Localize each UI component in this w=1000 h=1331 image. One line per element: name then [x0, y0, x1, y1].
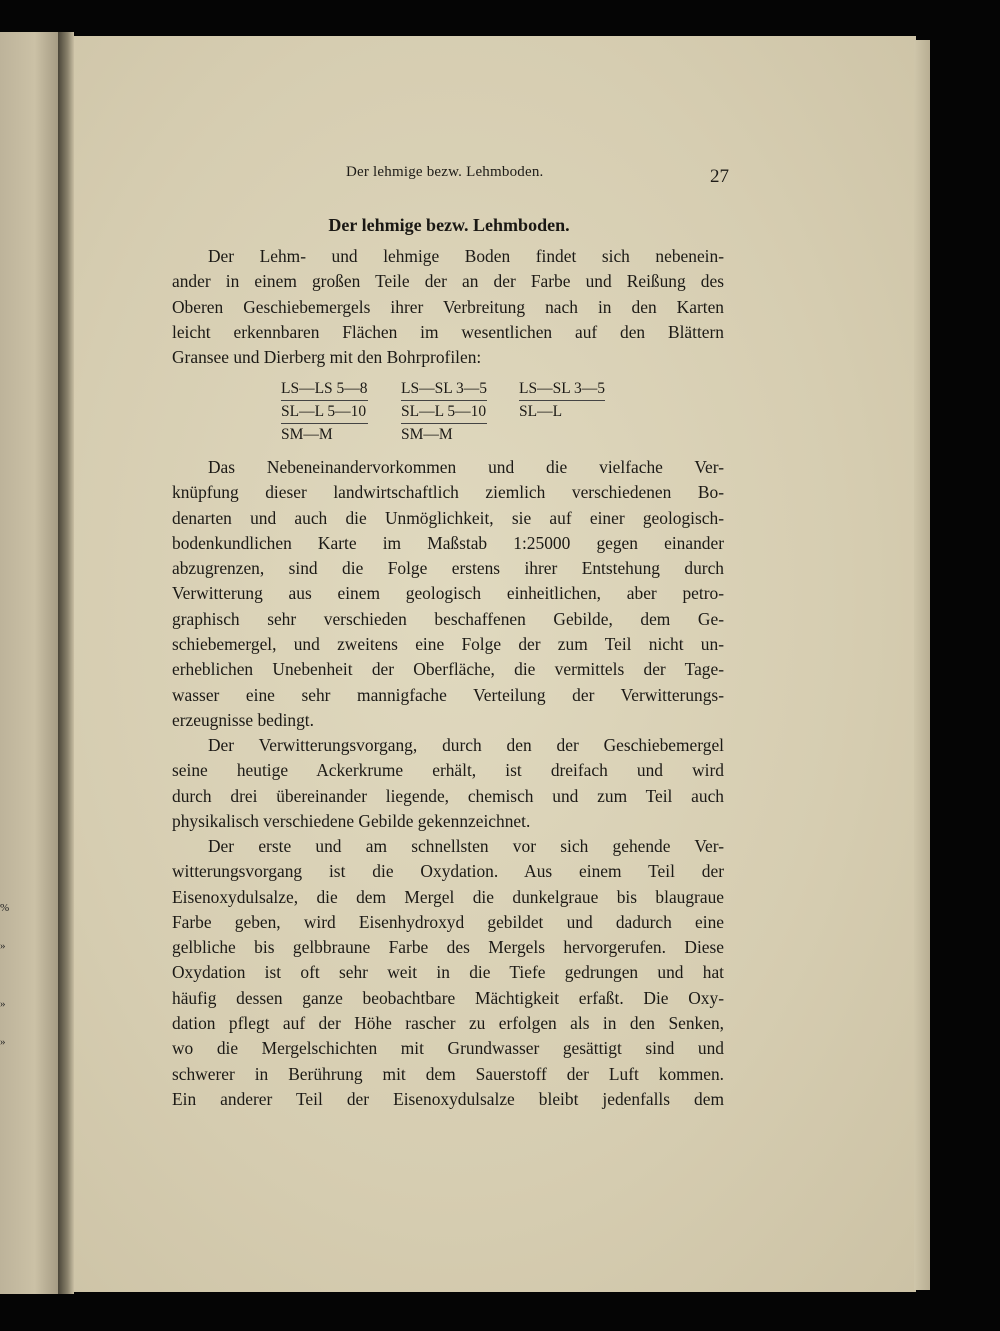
text-line: gelbliche bis gelbbraune Farbe des Mergels hervorgerufen. Diese [172, 937, 724, 958]
book-gutter [58, 32, 74, 1294]
text-line: dation pflegt auf der Höhe rascher zu erfolgen als in den Senken, [172, 1013, 724, 1034]
text-line: Oxydation ist oft sehr weit in die Tiefe gedrungen und hat [172, 962, 724, 983]
text-line: abzugrenzen, sind die Folge erstens ihrer Entstehung durch [172, 558, 724, 579]
profile-column-1 [281, 378, 368, 446]
text-line: knüpfung dieser landwirtschaftlich ziemlich verschiedenen Bo- [172, 482, 724, 503]
profile-column-2 [401, 378, 487, 446]
text-line: physikalisch verschiedene Gebilde gekennzeichnet. [172, 810, 531, 831]
text-line: Gransee und Dierberg mit den Bohrprofilen: [172, 347, 482, 368]
text-line: leicht erkennbaren Flächen im wesentlichen auf den Blättern [172, 321, 724, 342]
running-head: Der lehmige bezw. Lehmboden. [346, 164, 544, 180]
text-line: Der erste und am schnellsten vor sich gehende Ver- [208, 836, 724, 856]
text-line: erzeugnisse bedingt. [172, 709, 314, 730]
profile-entry: SL—L [519, 403, 563, 420]
profile-column-3 [519, 378, 605, 423]
text-line: Verwitterung aus einem geologisch einheitlichen, aber petro- [172, 583, 724, 604]
text-line: bodenkundlichen Karte im Maßstab 1:25000 gegen einander [172, 532, 724, 553]
text-line: graphisch sehr verschieden beschaffenen Gebilde, dem Ge- [172, 608, 724, 629]
text-line: Der Verwitterungsvorgang, durch den der Geschiebemergel [208, 735, 724, 755]
section-title: Der lehmige bezw. Lehmboden. [328, 215, 570, 235]
profile-entry: LS—LS 5—8 [281, 378, 368, 401]
margin-mark: » [0, 998, 6, 1010]
page-number: 27 [710, 166, 729, 187]
profile-entry: SL—L 5—10 [401, 401, 487, 424]
profile-entry: SM—M [401, 426, 453, 443]
profile-entry: LS—SL 3—5 [401, 378, 487, 401]
text-line: denarten und auch die Unmöglichkeit, sie auf einer geologisch- [172, 507, 724, 528]
margin-mark: » [0, 1036, 6, 1048]
margin-mark: » [0, 940, 6, 952]
text-line: Ein anderer Teil der Eisenoxydulsalze bleibt jedenfalls dem [172, 1088, 724, 1109]
text-line: Eisenoxydulsalze, die dem Mergel die dunkelgraue bis blaugraue [172, 886, 724, 907]
facing-page-edge [0, 32, 58, 1294]
text-line: durch drei übereinander liegende, chemisch und zum Teil auch [172, 785, 724, 806]
text-line: wasser eine sehr mannigfache Verteilung der Verwitterungs- [172, 684, 724, 705]
text-line: erheblichen Unebenheit der Oberfläche, die vermittels der Tage- [172, 659, 724, 680]
paragraph-4 [172, 834, 724, 1112]
text-line: wo die Mergelschichten mit Grundwasser gesättigt sind und [172, 1038, 724, 1059]
text-line: seine heutige Ackerkrume erhält, ist dreifach und wird [172, 760, 724, 781]
text-line: schiebemergel, und zweitens eine Folge der zum Teil nicht un- [172, 634, 724, 655]
text-line: Das Nebeneinandervorkommen und die vielfache Ver- [208, 457, 724, 477]
text-line: ander in einem großen Teile der an der Farbe und Reißung des [172, 271, 724, 292]
paragraph-3 [172, 733, 724, 834]
profile-entry: SM—M [281, 426, 333, 443]
text-line: Der Lehm- und lehmige Boden findet sich nebenein- [208, 246, 724, 266]
profile-entry: LS—SL 3—5 [519, 378, 605, 401]
text-line: Oberen Geschiebemergels ihrer Verbreitung nach in den Karten [172, 296, 724, 317]
paragraph-intro [172, 244, 724, 370]
page-edge [914, 40, 930, 1290]
margin-mark: % [0, 902, 10, 914]
text-line: häufig dessen ganze beobachtbare Mächtigkeit erfaßt. Die Oxy- [172, 987, 724, 1008]
text-line: Farbe geben, wird Eisenhydroxyd gebildet und dadurch eine [172, 911, 724, 932]
paragraph-2 [172, 455, 724, 733]
text-line: schwerer in Berührung mit dem Sauerstoff der Luft kommen. [172, 1063, 724, 1084]
text-line: witterungsvorgang ist die Oxydation. Aus einem Teil der [172, 861, 724, 882]
profile-entry: SL—L 5—10 [281, 401, 368, 424]
